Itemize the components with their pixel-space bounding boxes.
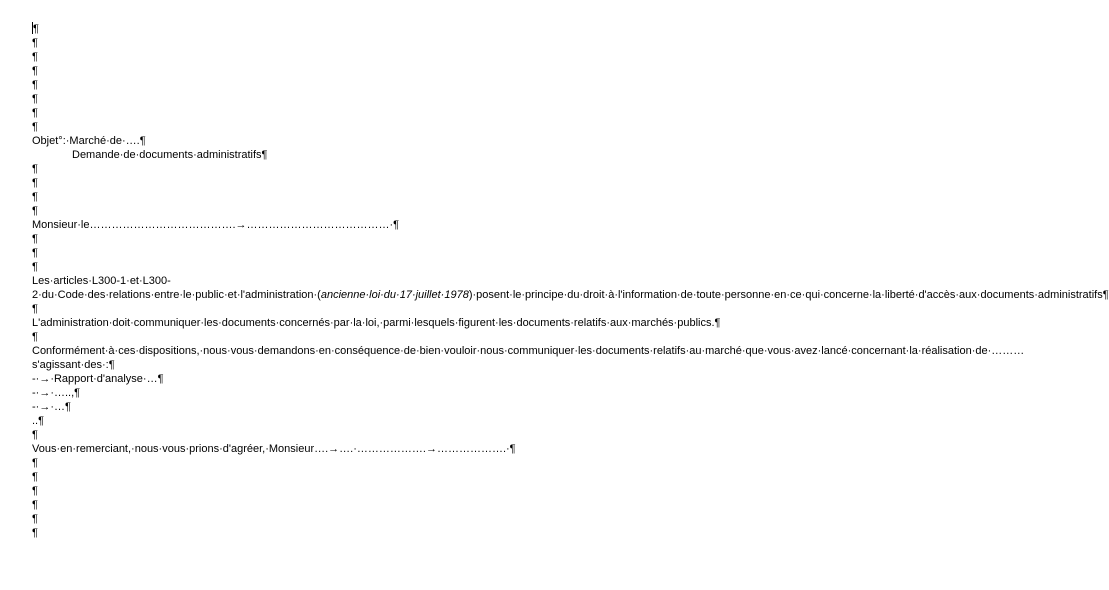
paragraph-administration: L'administration·doit·communiquer·les·documents·concernés·par·la·loi,·parmi·lesquels·figurent·les·documents·relatifs·aux·marchés·publics.¶ (32, 317, 721, 329)
empty-paragraph: ¶ (32, 261, 38, 273)
empty-paragraphs-2 (32, 232, 522, 274)
empty-paragraph: ¶ (32, 191, 38, 203)
empty-paragraph: ¶ (32, 51, 38, 63)
empty-paragraph: ¶ (32, 65, 38, 77)
paragraph-mark-first: ¶ (33, 23, 39, 35)
empty-paragraph: ¶ (32, 527, 38, 539)
paragraph-law-italic: ancienne·loi·du·17·juillet·1978 (320, 289, 469, 301)
empty-paragraph: ¶ (32, 457, 38, 469)
paragraph-conformity: Conformément·à·ces·dispositions,·nous·vous·demandons·en·conséquence·de·bien·vouloir·nous·communiquer·les·documents·relatifs·au·marché·que·vous·avez·lancé·concernant·la·réalisation·de·………s'agissant·des·:¶ (32, 345, 1025, 371)
list-item: -·→·Rapport·d'analyse·…¶ (32, 373, 164, 385)
subject-line: Objet°:·Marché·de·….¶ (32, 135, 146, 147)
empty-paragraph: ¶ (32, 121, 38, 133)
request-line: Demande·de·documents·administratifs¶ (72, 149, 268, 161)
empty-paragraph-5: ¶ (32, 429, 38, 441)
empty-paragraphs-bottom (32, 456, 522, 540)
empty-paragraph: ¶ (32, 37, 38, 49)
paragraph-law-text-1: Les·articles·L300-1·et·L300-2·du·Code·des·relations·entre·le·public·et·l'administration·( (32, 275, 321, 301)
empty-paragraph: ¶ (32, 485, 38, 497)
closing-line: Vous·en·remerciant,·nous·vous·prions·d'agréer,·Monsieur….→….·……………….→……………….·¶ (32, 443, 516, 455)
paragraph-law (32, 274, 1109, 302)
empty-paragraph: ¶ (32, 79, 38, 91)
list-item: -·→·…¶ (32, 401, 71, 413)
empty-paragraph-4: ¶ (32, 331, 38, 343)
salutation-line: Monsieur·le………………………………….→…………………………………·¶ (32, 219, 400, 231)
list-item: -·→·…..,¶ (32, 387, 81, 399)
empty-paragraph: ¶ (32, 513, 38, 525)
document-list (32, 372, 522, 428)
list-item: ..¶ (32, 415, 45, 427)
empty-paragraph: ¶ (32, 247, 38, 259)
empty-paragraph: ¶ (32, 205, 38, 217)
empty-paragraph: ¶ (32, 163, 38, 175)
document-body[interactable] (32, 22, 1109, 540)
empty-paragraph: ¶ (32, 471, 38, 483)
empty-paragraphs-1 (32, 162, 522, 218)
empty-paragraph: ¶ (32, 93, 38, 105)
empty-paragraph-3: ¶ (32, 303, 38, 315)
empty-paragraphs-top (32, 36, 522, 134)
empty-paragraph: ¶ (32, 233, 38, 245)
empty-paragraph: ¶ (32, 177, 38, 189)
empty-paragraph: ¶ (32, 499, 38, 511)
paragraph-law-text-2: )·posent·le·principe·du·droit·à·l'information·de·toute·personne·en·ce·qui·concerne·la·liberté·d'accès·aux·documents·administratifs¶ (468, 289, 1109, 301)
empty-paragraph: ¶ (32, 107, 38, 119)
